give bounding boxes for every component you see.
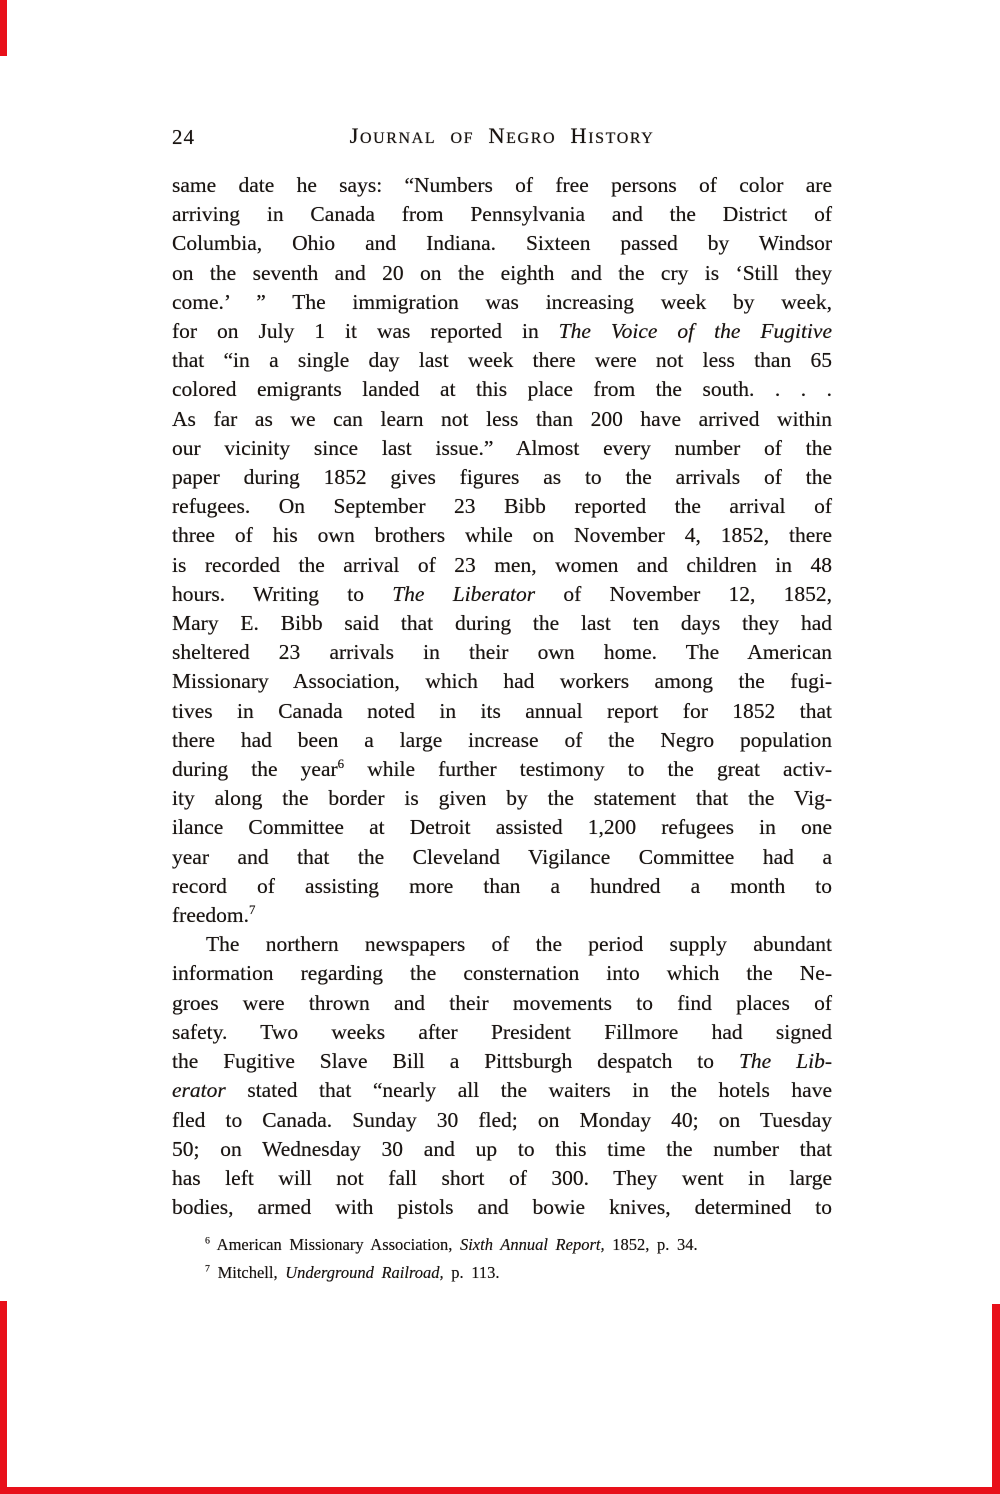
body-text-line — [172, 1047, 832, 1076]
body-text-line — [172, 1193, 832, 1222]
text-segment: 50; on Wednesday 30 and up to this time the number that — [172, 1136, 832, 1161]
text-segment: As far as we can learn not less than 200 have arrived within — [172, 406, 832, 431]
text-segment: on the seventh and 20 on the eighth and the cry is ‘Still they — [172, 260, 832, 285]
body-text — [172, 171, 832, 1222]
text-segment: hours. Writing to — [172, 581, 393, 606]
text-segment: while further testimony to the great activ- — [344, 757, 832, 782]
body-text-line — [172, 901, 832, 930]
text-segment: our vicinity since last issue.” Almost every number of the — [172, 435, 832, 460]
body-text-line — [172, 726, 832, 755]
text-segment: arriving in Canada from Pennsylvania and the District of — [172, 202, 832, 227]
text-segment: tives in Canada noted in its annual report for 1852 that — [172, 698, 832, 723]
text-segment: Missionary Association, which had workers among the fugi- — [172, 669, 832, 694]
body-text-line — [172, 171, 832, 200]
scan-edge-artifact-left-bottom — [0, 1301, 7, 1494]
body-text-line — [172, 1164, 832, 1193]
text-segment: The northern newspapers of the period supply abundant — [206, 932, 832, 957]
body-text-line — [172, 492, 832, 521]
text-segment: Mitchell, — [209, 1262, 286, 1282]
body-text-line — [172, 317, 832, 346]
italic-text: The Voice of the Fugitive — [558, 319, 832, 344]
page-number: 24 — [172, 125, 195, 149]
body-text-line — [172, 434, 832, 463]
body-text-line — [172, 288, 832, 317]
text-segment: ity along the border is given by the statement that the Vig- — [172, 786, 832, 811]
scan-edge-artifact-left-top — [0, 0, 7, 56]
body-text-line — [172, 755, 832, 784]
text-segment: groes were thrown and their movements to find places of — [172, 990, 832, 1015]
text-segment: Mary E. Bibb said that during the last ten days they had — [172, 611, 832, 636]
footnote-line — [205, 1231, 833, 1259]
text-segment: stated that “nearly all the waiters in the hotels have — [225, 1078, 832, 1103]
text-segment: the Fugitive Slave Bill a Pittsburgh despatch to — [172, 1049, 739, 1074]
text-segment: American Missionary Association, — [209, 1235, 460, 1254]
body-text-line — [172, 930, 832, 959]
scan-edge-artifact-right-bottom — [992, 1304, 1000, 1494]
italic-text: The Lib- — [738, 1049, 832, 1074]
scan-edge-artifact-bottom — [0, 1487, 1000, 1494]
body-text-line — [172, 813, 832, 842]
text-segment: fled to Canada. Sunday 30 fled; on Monday 40; on Tuesday — [172, 1107, 832, 1132]
body-text-line — [172, 405, 832, 434]
text-segment: for on July 1 it was reported in — [172, 319, 559, 344]
body-text-line — [172, 989, 832, 1018]
text-segment: there had been a large increase of the Negro population — [172, 727, 832, 752]
body-text-line — [172, 638, 832, 667]
body-text-line — [172, 229, 832, 258]
italic-text: Sixth Annual Report, — [459, 1235, 605, 1254]
body-text-line — [172, 580, 832, 609]
text-segment: freedom. — [172, 903, 250, 928]
body-text-line — [172, 1018, 832, 1047]
text-segment: sheltered 23 arrivals in their own home. The American — [172, 640, 832, 665]
text-segment: paper during 1852 gives figures as to the arrivals of the — [172, 465, 832, 490]
body-text-line — [172, 200, 832, 229]
journal-title: Journal of Negro History — [349, 123, 655, 148]
italic-text: The Liberator — [392, 581, 536, 606]
text-segment: information regarding the consternation into which the Ne- — [172, 961, 832, 986]
italic-text: Underground Railroad, — [285, 1262, 444, 1282]
italic-text: erator — [172, 1078, 226, 1103]
text-segment: of November 12, 1852, — [535, 581, 832, 606]
footnote-marker: 6 — [337, 756, 345, 771]
text-segment: same date he says: “Numbers of free persons of color are — [172, 173, 832, 197]
body-text-line — [172, 463, 832, 492]
text-segment: Columbia, Ohio and Indiana. Sixteen passed by Windsor — [172, 231, 832, 256]
text-segment: bodies, armed with pistols and bowie knives, determined to — [172, 1195, 832, 1220]
body-text-line — [172, 1076, 832, 1105]
footnotes — [205, 1231, 833, 1286]
body-text-line — [172, 259, 832, 288]
body-text-line — [172, 872, 832, 901]
body-text-line — [172, 667, 832, 696]
body-text-line — [172, 609, 832, 638]
body-text-line — [172, 784, 832, 813]
footnote-marker: 7 — [205, 1263, 210, 1274]
body-text-line — [172, 843, 832, 872]
body-text-line — [172, 697, 832, 726]
body-text-line — [172, 551, 832, 580]
body-text-line — [172, 521, 832, 550]
text-segment: 1852, p. 34. — [604, 1235, 698, 1254]
footnote-marker: 7 — [249, 902, 256, 917]
page-header — [172, 123, 832, 151]
footnote-marker: 6 — [205, 1235, 210, 1247]
text-segment: p. 113. — [443, 1262, 500, 1282]
text-segment: during the year — [172, 757, 338, 782]
footnote-line — [205, 1259, 833, 1287]
text-segment: safety. Two weeks after President Fillmore had signed — [172, 1019, 832, 1044]
text-segment: three of his own brothers while on November 4, 1852, there — [172, 523, 832, 548]
text-segment: year and that the Cleveland Vigilance Committee had a — [172, 844, 832, 869]
body-text-line — [172, 346, 832, 375]
text-segment: is recorded the arrival of 23 men, women and children in 48 — [172, 552, 832, 577]
body-text-line — [172, 375, 832, 404]
text-segment: record of assisting more than a hundred a month to — [172, 873, 832, 898]
text-segment: ilance Committee at Detroit assisted 1,200 refugees in one — [172, 815, 832, 840]
text-segment: has left will not fall short of 300. They went in large — [172, 1165, 832, 1190]
text-segment: that “in a single day last week there were not less than 65 — [172, 348, 832, 373]
body-text-line — [172, 959, 832, 988]
text-segment: colored emigrants landed at this place from the south. . . . — [172, 377, 832, 402]
body-text-line — [172, 1106, 832, 1135]
text-segment: refugees. On September 23 Bibb reported the arrival of — [172, 494, 832, 519]
text-segment: come.’ ” The immigration was increasing week by week, — [172, 289, 832, 314]
body-text-line — [172, 1135, 832, 1164]
